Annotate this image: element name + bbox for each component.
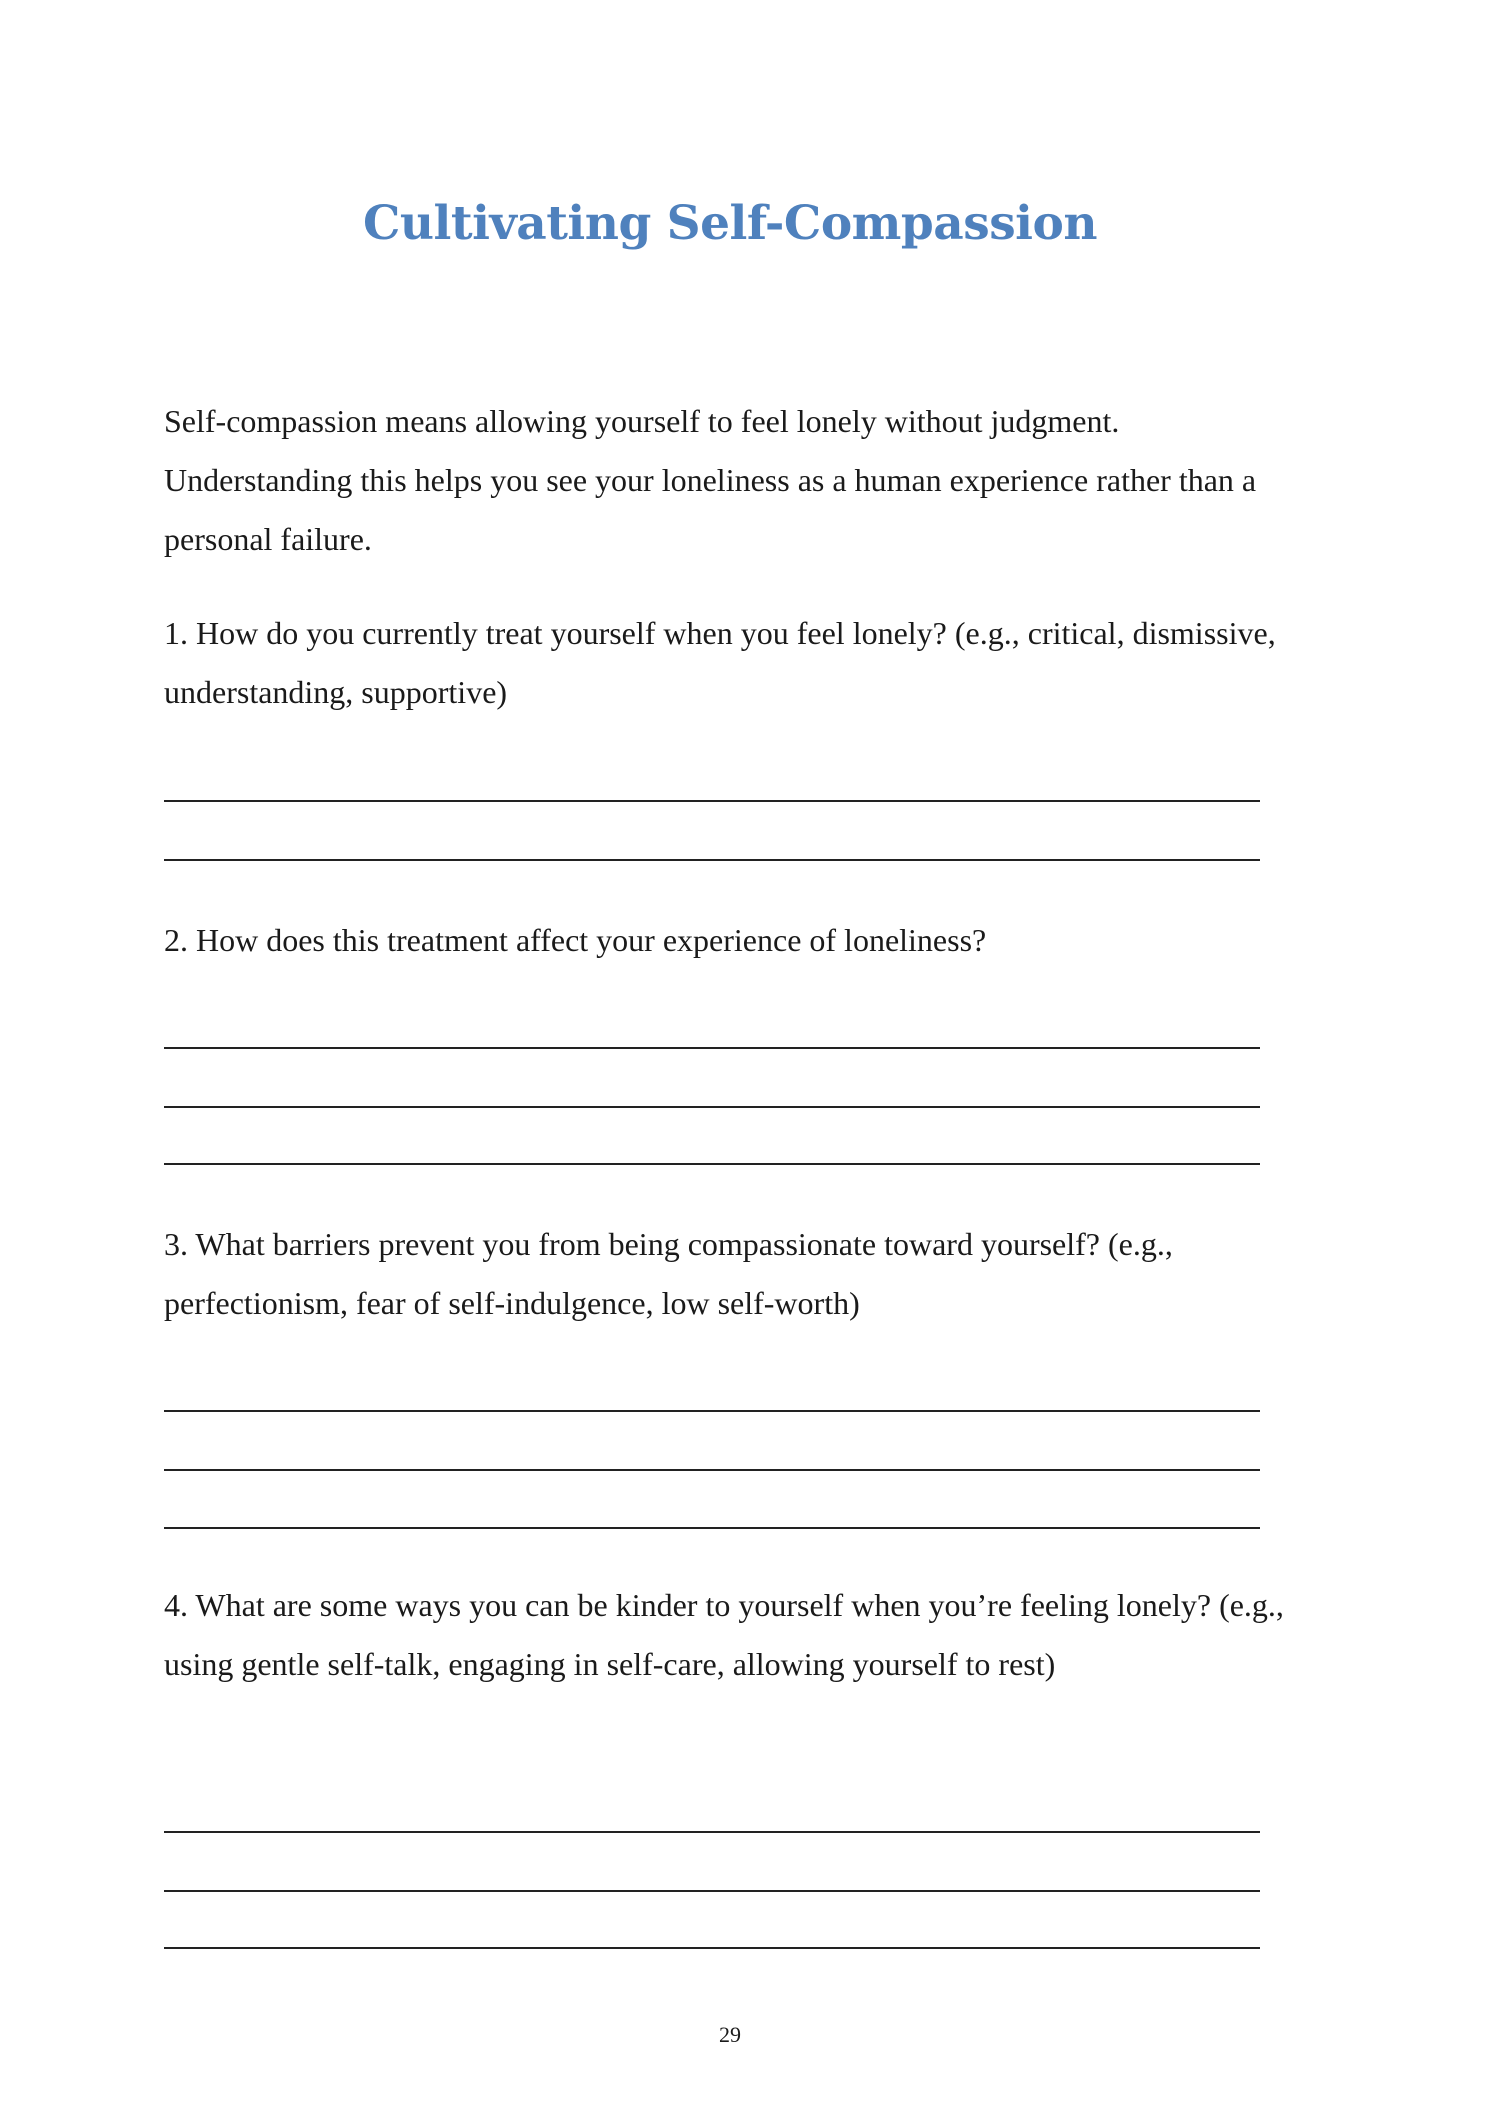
answer-line[interactable] (164, 1831, 1260, 1833)
page-title: Cultivating Self-Compassion (362, 196, 1098, 251)
answer-line[interactable] (164, 800, 1260, 802)
question-2: 2. How does this treatment affect your experience of loneliness? (164, 922, 987, 958)
question-1: 1. How do you currently treat yourself when you feel lonely? (e.g., critical, dismissive, understanding, supportive) (164, 615, 1276, 710)
question-3: 3. What barriers prevent you from being compassionate toward yourself? (e.g., perfectionism, fear of self-indulgence, low self-worth) (164, 1226, 1173, 1321)
page-number: 29 (719, 2022, 741, 2047)
answer-line[interactable] (164, 1410, 1260, 1412)
answer-line[interactable] (164, 1947, 1260, 1949)
intro-paragraph: Self-compassion means allowing yourself to feel lonely without judgment. Understanding this helps you see your loneliness as a human experience rather than a personal failure. (164, 403, 1257, 557)
question-4: 4. What are some ways you can be kinder to yourself when you’re feeling lonely? (e.g., using gentle self-talk, engaging in self-care, allowing yourself to rest) (164, 1587, 1284, 1682)
answer-line[interactable] (164, 1469, 1260, 1471)
answer-line[interactable] (164, 1890, 1260, 1892)
answer-line[interactable] (164, 1163, 1260, 1165)
answer-line[interactable] (164, 1106, 1260, 1108)
answer-line[interactable] (164, 1047, 1260, 1049)
answer-line[interactable] (164, 859, 1260, 861)
answer-line[interactable] (164, 1527, 1260, 1529)
